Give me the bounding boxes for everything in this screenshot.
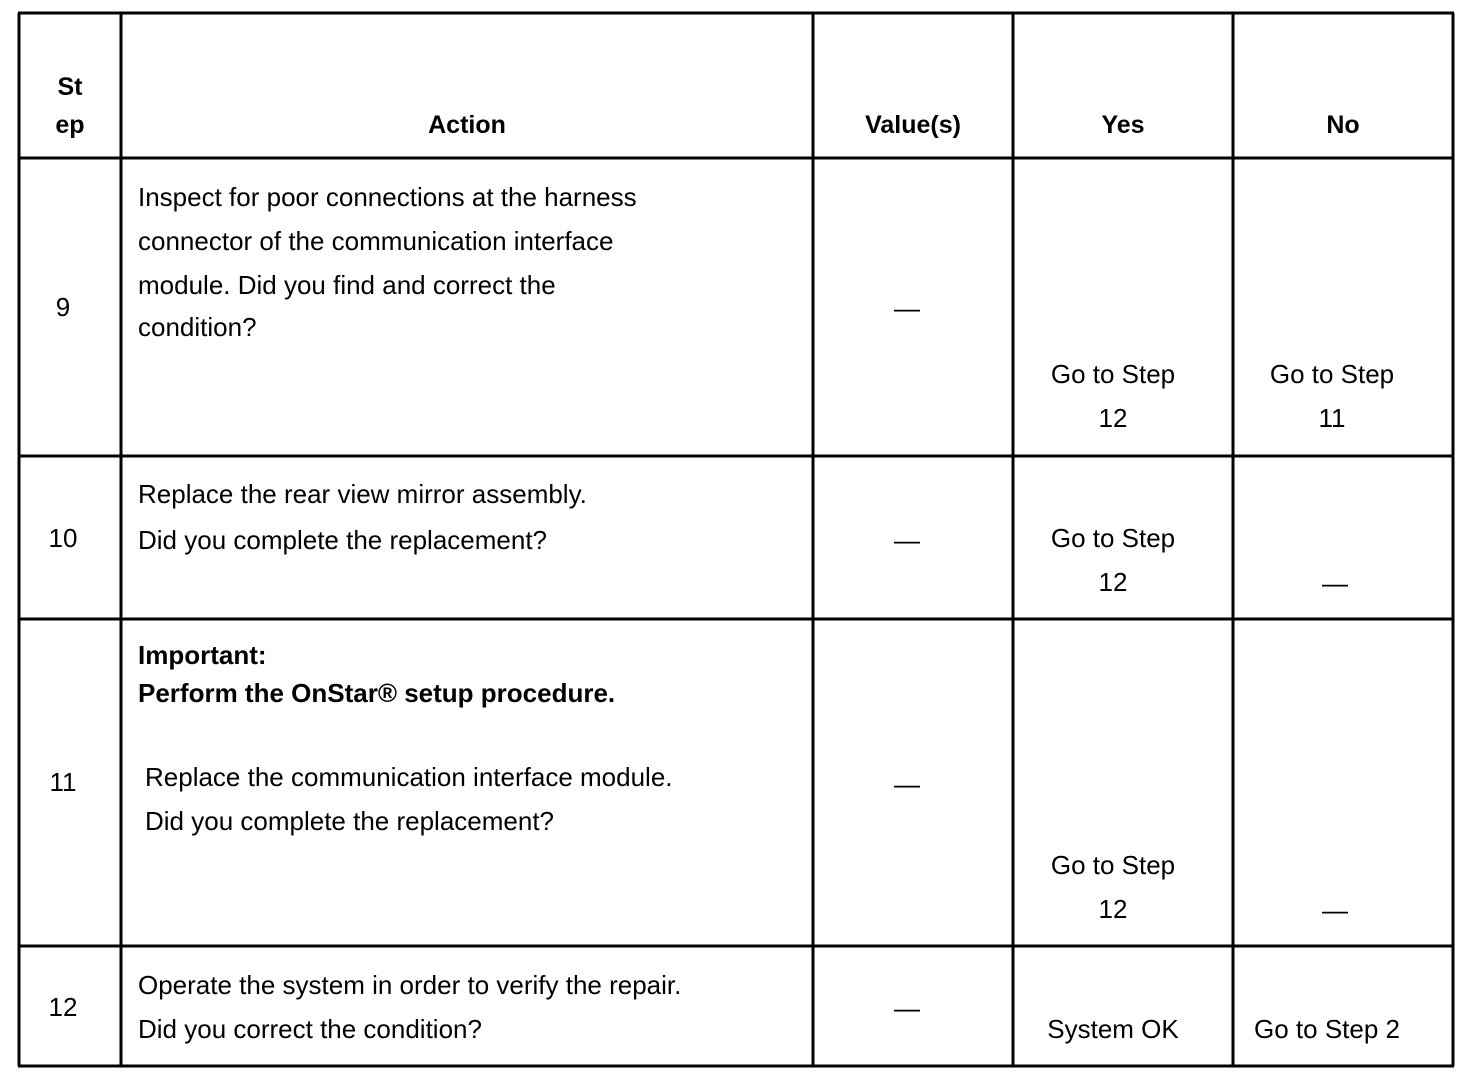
row-9-yes-line: 12 (1098, 403, 1128, 433)
row-9-step: 9 (55, 292, 71, 322)
row-9-no (1236, 352, 1428, 440)
header-step-line2: ep (55, 111, 85, 139)
header-step-line1: St (57, 73, 83, 101)
row-11-action (145, 755, 673, 843)
row-10-action-line: Did you complete the replacement? (138, 525, 548, 555)
row-10-yes-line: Go to Step (1050, 523, 1176, 553)
row-9-action-line: Inspect for poor connections at the harness (138, 182, 637, 212)
row-11-action-line: Replace the communication interface module. (145, 762, 673, 792)
row-12-step: 12 (48, 992, 78, 1022)
row-11-important-label: Important: (138, 640, 267, 670)
row-12-no: Go to Step 2 (1254, 1014, 1400, 1044)
row-11-yes-line: 12 (1098, 894, 1128, 924)
header-action: Action (428, 111, 506, 139)
row-12-action-line: Operate the system in order to verify the repair. (138, 970, 682, 1000)
header-no: No (1326, 111, 1360, 139)
row-10-yes-line: 12 (1098, 567, 1128, 597)
row-10-action-line: Replace the rear view mirror assembly. (138, 479, 587, 509)
row-9-action-line: connector of the communication interface (138, 226, 614, 256)
row-11-value: — (894, 769, 920, 799)
row-10-value: — (894, 525, 920, 555)
row-10-action (138, 472, 587, 562)
row-10-yes (1016, 516, 1210, 604)
row-11-yes-line: Go to Step (1050, 850, 1176, 880)
row-12-action-line: Did you correct the condition? (138, 1014, 482, 1044)
row-10-step: 10 (48, 523, 78, 553)
row-9-action (138, 175, 637, 349)
header-step (22, 68, 118, 144)
row-10-no: — (1322, 568, 1348, 598)
row-12-value: — (894, 993, 920, 1023)
row-12-yes: System OK (1047, 1014, 1179, 1044)
row-9-yes (1016, 352, 1210, 440)
row-9-yes-line: Go to Step (1050, 359, 1176, 389)
row-9-action-line: condition? (138, 312, 257, 342)
row-11-action-line: Did you complete the replacement? (145, 806, 555, 836)
row-11-no: — (1322, 895, 1348, 925)
header-values: Value(s) (865, 111, 961, 139)
row-9-no-line: Go to Step (1269, 359, 1395, 389)
row-9-action-line: module. Did you find and correct the (138, 270, 556, 300)
row-12-action (138, 963, 681, 1051)
row-9-value: — (894, 293, 920, 323)
row-11-step: 11 (49, 767, 77, 797)
row-9-no-line: 11 (1318, 403, 1346, 433)
header-yes: Yes (1101, 111, 1145, 139)
row-11-important-text: Perform the OnStar® setup procedure. (138, 678, 616, 708)
row-11-yes (1016, 843, 1210, 931)
